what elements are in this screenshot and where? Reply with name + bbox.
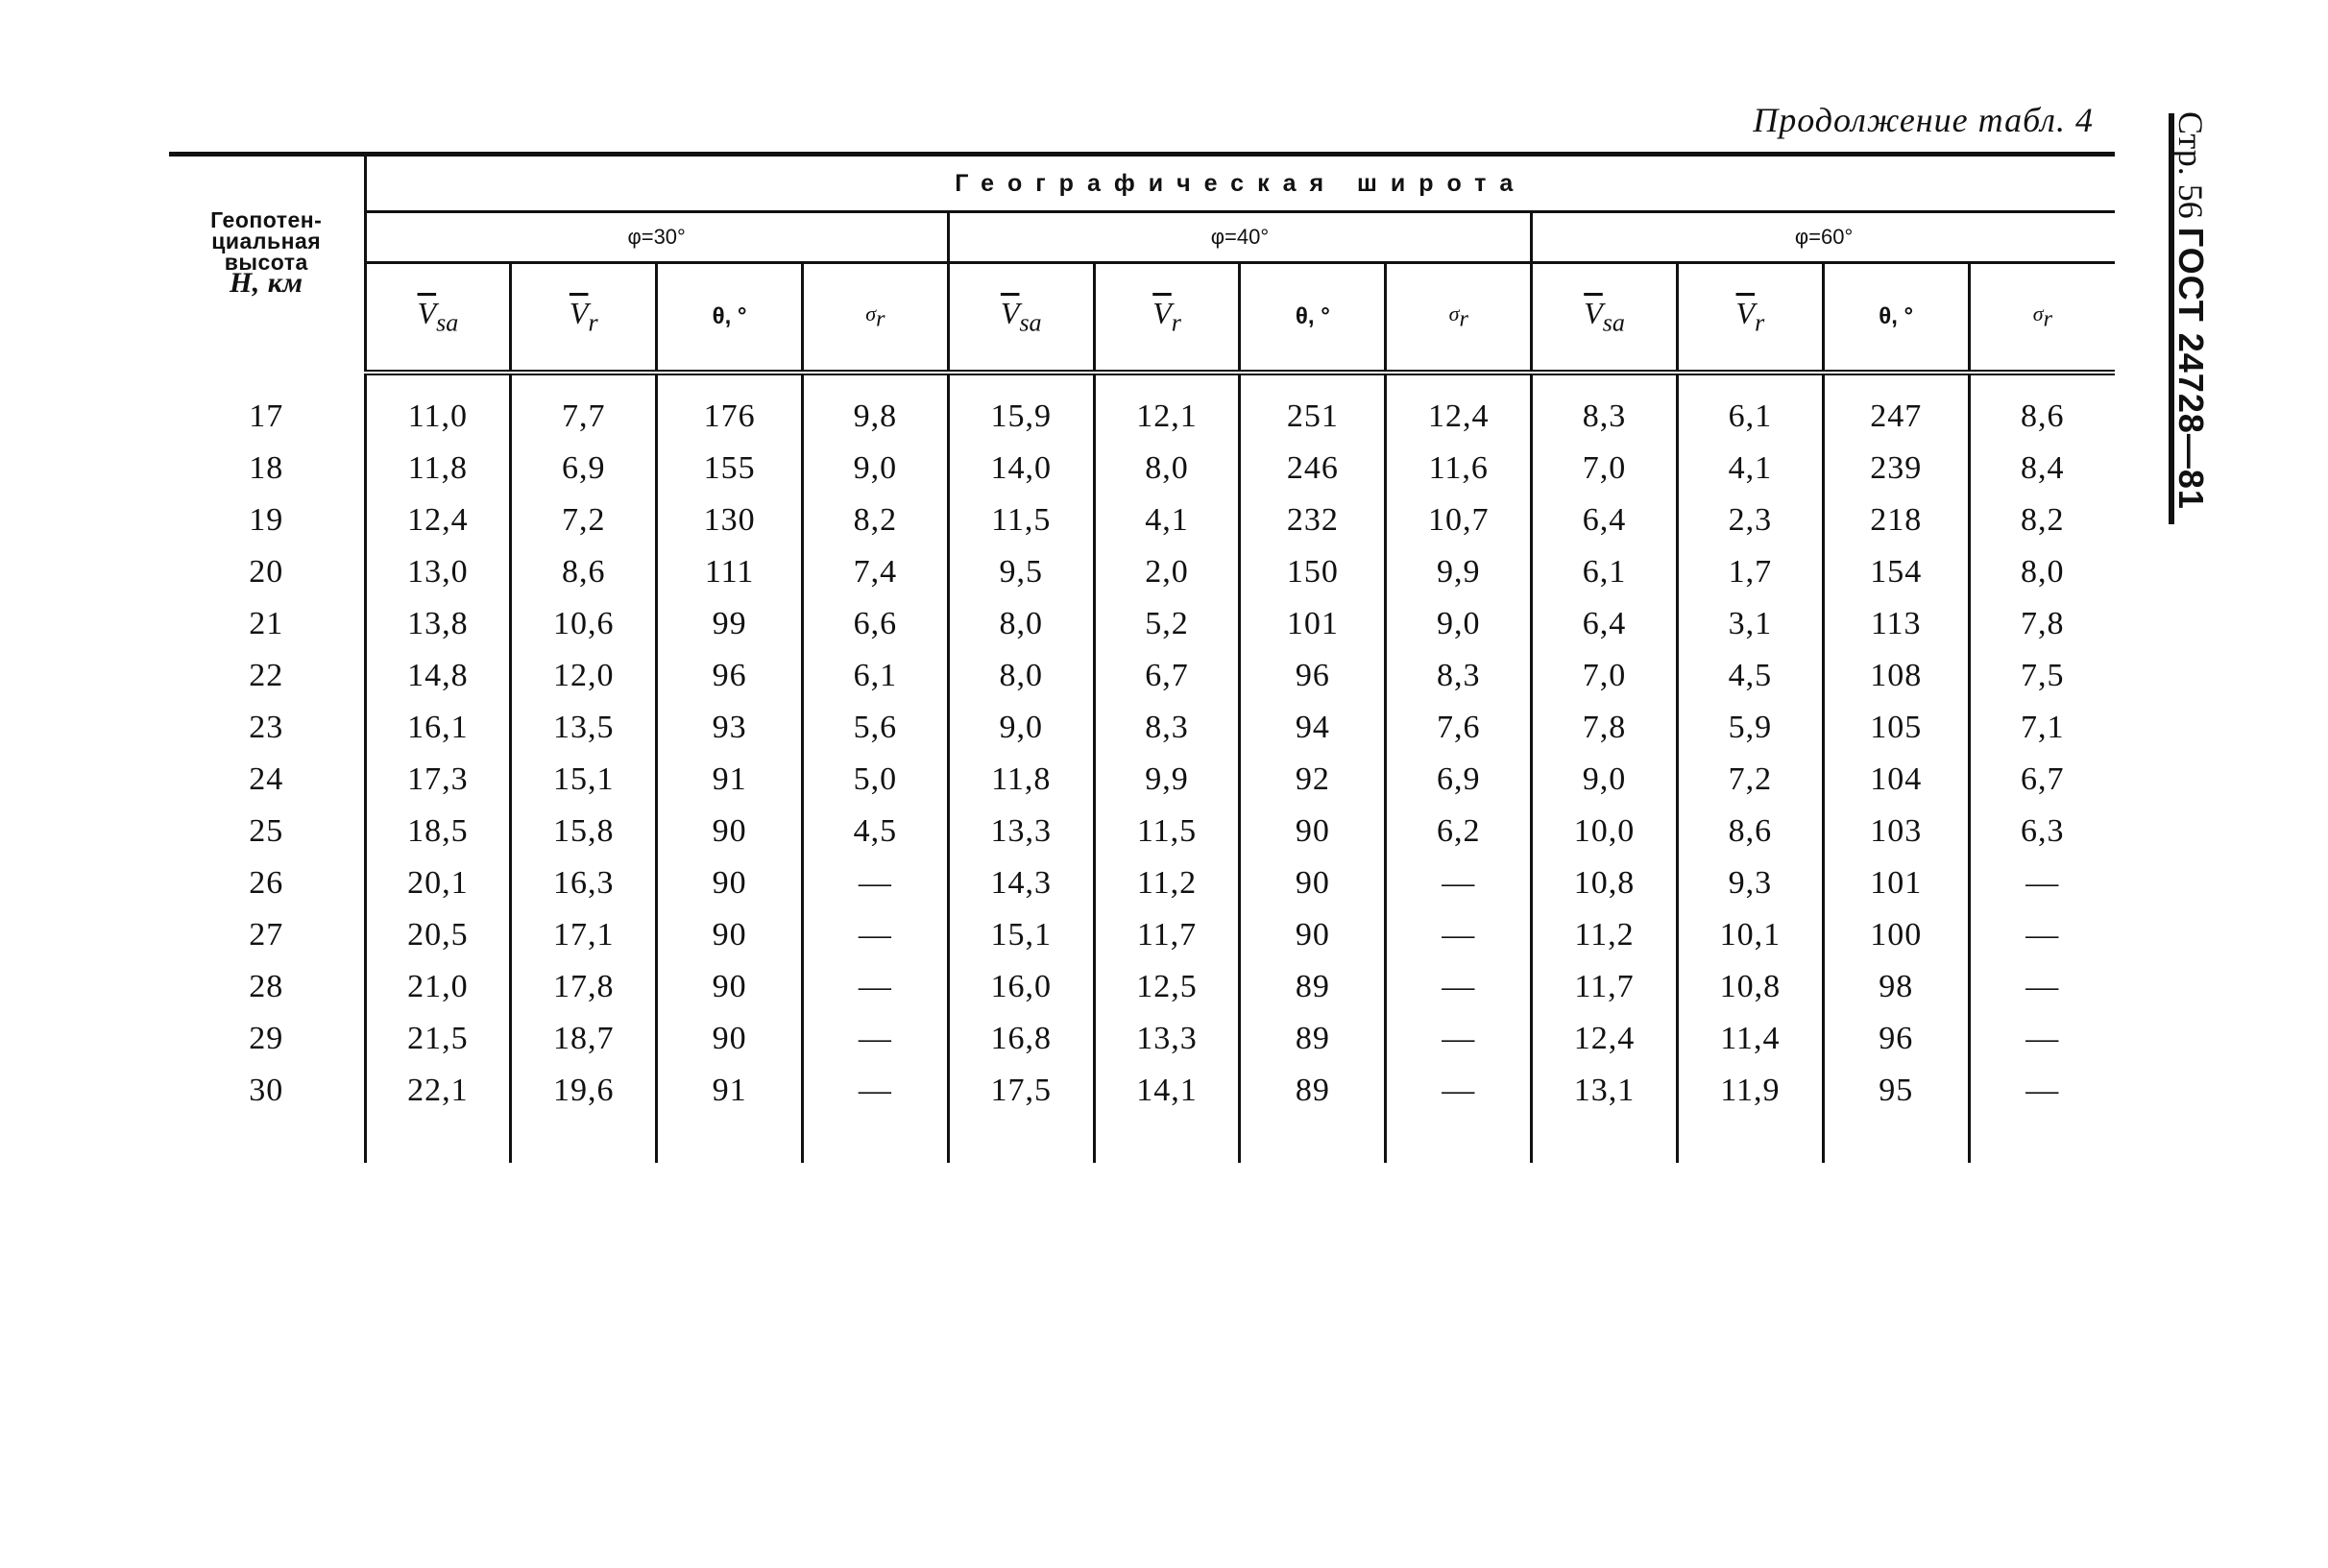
table-cell: 16,3	[511, 857, 657, 909]
table-cell: 12,4	[1386, 391, 1532, 443]
table-tail-row	[169, 1117, 2115, 1163]
table-cell: 89	[1240, 1065, 1386, 1117]
table-row	[169, 806, 2115, 857]
table-cell: 154	[1823, 546, 1969, 598]
table-cell: 90	[657, 1013, 803, 1065]
table-cell: 20,5	[365, 909, 511, 961]
tail-cell	[1386, 1117, 1532, 1163]
table-cell: 90	[657, 806, 803, 857]
table-cell: 11,7	[1094, 909, 1240, 961]
subheader-vr-φ=40°: $\overline{V}_r$	[1094, 263, 1240, 374]
table-cell: 8,6	[1969, 391, 2115, 443]
table-cell: 9,3	[1677, 857, 1823, 909]
table-cell: 10,1	[1677, 909, 1823, 961]
table-cell: 2,0	[1094, 546, 1240, 598]
table-cell: 91	[657, 754, 803, 806]
table-cell: 7,7	[511, 391, 657, 443]
table-cell: 19,6	[511, 1065, 657, 1117]
row-height-value: 29	[169, 1013, 365, 1065]
tail-cell	[511, 1117, 657, 1163]
table-cell: 155	[657, 443, 803, 495]
table-cell: 16,8	[948, 1013, 1094, 1065]
table-cell: 96	[1823, 1013, 1969, 1065]
table-cell: 95	[1823, 1065, 1969, 1117]
table-cell: 4,1	[1094, 495, 1240, 546]
table-cell: —	[1386, 961, 1532, 1013]
table-cell: 247	[1823, 391, 1969, 443]
table-cell: 11,9	[1677, 1065, 1823, 1117]
table-cell: 12,4	[1532, 1013, 1678, 1065]
table-cell: 20,1	[365, 857, 511, 909]
table-cell: 10,8	[1532, 857, 1678, 909]
table-cell: 15,1	[511, 754, 657, 806]
table-cell: 9,5	[948, 546, 1094, 598]
table-cell: 17,3	[365, 754, 511, 806]
table-cell: —	[802, 1065, 948, 1117]
table-cell: 108	[1823, 650, 1969, 702]
table-cell: 11,8	[948, 754, 1094, 806]
subheader-vr-φ=30°: $\overline{V}_r$	[511, 263, 657, 374]
table-cell: 90	[1240, 857, 1386, 909]
table-cell: 6,1	[802, 650, 948, 702]
table-cell: 11,4	[1677, 1013, 1823, 1065]
table-cell: 6,1	[1532, 546, 1678, 598]
table-cell: 94	[1240, 702, 1386, 754]
table-cell: 13,5	[511, 702, 657, 754]
tail-cell	[1823, 1117, 1969, 1163]
table-cell: 13,3	[1094, 1013, 1240, 1065]
tail-cell	[1532, 1117, 1678, 1163]
latitude-header-60: φ=60°	[1532, 212, 2115, 263]
table-cell: 8,0	[1969, 546, 2115, 598]
spacer-cell	[1677, 373, 1823, 391]
subheader-vsa-φ=40°: $\overline{V}_{sa}$	[948, 263, 1094, 374]
table-cell: 10,7	[1386, 495, 1532, 546]
table-cell: 6,1	[1677, 391, 1823, 443]
table-cell: 8,6	[1677, 806, 1823, 857]
table-cell: 14,8	[365, 650, 511, 702]
table-cell: 103	[1823, 806, 1969, 857]
table-cell: 7,2	[1677, 754, 1823, 806]
table-cell: 99	[657, 598, 803, 650]
table-cell: 7,0	[1532, 650, 1678, 702]
table-cell: 7,4	[802, 546, 948, 598]
spacer-cell	[169, 373, 365, 391]
subheader-sigma-φ=30°: $\sigma_r$	[802, 263, 948, 374]
table-cell: —	[802, 909, 948, 961]
table-cell: 8,2	[802, 495, 948, 546]
table-cell: 6,2	[1386, 806, 1532, 857]
group-header-latitude: Географическая широта	[365, 155, 2115, 212]
tail-cell	[1240, 1117, 1386, 1163]
table-cell: —	[1386, 1013, 1532, 1065]
subheader-sigma-φ=40°: $\sigma_r$	[1386, 263, 1532, 374]
table-cell: 10,6	[511, 598, 657, 650]
table-cell: 7,8	[1532, 702, 1678, 754]
row-height-value: 25	[169, 806, 365, 857]
subheader-theta-φ=60°: θ, °	[1823, 263, 1969, 374]
table-row	[169, 1013, 2115, 1065]
table-cell: 9,0	[1386, 598, 1532, 650]
spacer-cell	[1094, 373, 1240, 391]
spacer-cell	[802, 373, 948, 391]
table-cell: 90	[657, 857, 803, 909]
table-cell: 89	[1240, 961, 1386, 1013]
tail-cell	[169, 1117, 365, 1163]
spacer-cell	[1969, 373, 2115, 391]
table-cell: 2,3	[1677, 495, 1823, 546]
table-cell: 150	[1240, 546, 1386, 598]
row-height-value: 23	[169, 702, 365, 754]
table-cell: 17,8	[511, 961, 657, 1013]
table-cell: 13,3	[948, 806, 1094, 857]
table-cell: 7,8	[1969, 598, 2115, 650]
row-height-value: 27	[169, 909, 365, 961]
spacer-cell	[1823, 373, 1969, 391]
table-spacer-row	[169, 373, 2115, 391]
table-cell: 12,0	[511, 650, 657, 702]
table-cell: 9,8	[802, 391, 948, 443]
table-cell: 246	[1240, 443, 1386, 495]
table-cell: 8,4	[1969, 443, 2115, 495]
table-cell: 89	[1240, 1013, 1386, 1065]
table-cell: 15,9	[948, 391, 1094, 443]
table-cell: 6,9	[1386, 754, 1532, 806]
table-cell: 8,3	[1094, 702, 1240, 754]
table-cell: 12,1	[1094, 391, 1240, 443]
table-cell: 11,2	[1532, 909, 1678, 961]
table-cell: 98	[1823, 961, 1969, 1013]
row-header-line-4: H, км	[229, 266, 303, 299]
row-height-value: 30	[169, 1065, 365, 1117]
table-cell: —	[802, 1013, 948, 1065]
table-cell: 3,1	[1677, 598, 1823, 650]
table-cell: 14,3	[948, 857, 1094, 909]
table-cell: 9,0	[802, 443, 948, 495]
table-cell: 6,7	[1094, 650, 1240, 702]
table-cell: 11,6	[1386, 443, 1532, 495]
table-cell: —	[1969, 1013, 2115, 1065]
table-cell: 10,8	[1677, 961, 1823, 1013]
row-height-value: 24	[169, 754, 365, 806]
table-cell: 91	[657, 1065, 803, 1117]
table-cell: 218	[1823, 495, 1969, 546]
table-cell: 90	[1240, 909, 1386, 961]
table-cell: 7,5	[1969, 650, 2115, 702]
subheader-vsa-φ=30°: $\overline{V}_{sa}$	[365, 263, 511, 374]
table-cell: 93	[657, 702, 803, 754]
table-cell: 4,5	[1677, 650, 1823, 702]
table-cell: 21,0	[365, 961, 511, 1013]
row-header-line-1: Геопотен-	[210, 206, 323, 232]
tail-cell	[657, 1117, 803, 1163]
table-cell: 176	[657, 391, 803, 443]
table-cell: 113	[1823, 598, 1969, 650]
table-cell: 11,7	[1532, 961, 1678, 1013]
page-standard-label	[2171, 111, 2211, 515]
table-cell: —	[1969, 961, 2115, 1013]
table-cell: 14,1	[1094, 1065, 1240, 1117]
table-row	[169, 909, 2115, 961]
table-cell: 16,1	[365, 702, 511, 754]
table-cell: 11,5	[1094, 806, 1240, 857]
table-cell: 15,8	[511, 806, 657, 857]
spacer-cell	[1532, 373, 1678, 391]
spacer-cell	[511, 373, 657, 391]
latitude-header-30: φ=30°	[365, 212, 948, 263]
table-cell: 11,0	[365, 391, 511, 443]
table-cell: 90	[657, 909, 803, 961]
table-cell: 7,0	[1532, 443, 1678, 495]
table-cell: 6,4	[1532, 495, 1678, 546]
table-row	[169, 754, 2115, 806]
table-cell: 17,1	[511, 909, 657, 961]
table-cell: 4,5	[802, 806, 948, 857]
table-cell: 6,3	[1969, 806, 2115, 857]
table-cell: 13,8	[365, 598, 511, 650]
table-cell: 7,1	[1969, 702, 2115, 754]
table-cell: 251	[1240, 391, 1386, 443]
table-cell: 8,0	[948, 650, 1094, 702]
spacer-cell	[1240, 373, 1386, 391]
latitude-header-40: φ=40°	[948, 212, 1531, 263]
table-cell: 101	[1823, 857, 1969, 909]
spacer-cell	[948, 373, 1094, 391]
table-cell: 8,3	[1386, 650, 1532, 702]
row-header-label	[169, 155, 365, 374]
table-cell: 11,8	[365, 443, 511, 495]
wind-data-table	[169, 152, 2115, 1163]
row-height-value: 17	[169, 391, 365, 443]
table-cell: 16,0	[948, 961, 1094, 1013]
table-cell: 18,7	[511, 1013, 657, 1065]
data-table-container	[169, 152, 2115, 1163]
table-cell: 105	[1823, 702, 1969, 754]
table-cell: 6,7	[1969, 754, 2115, 806]
table-cell: 5,6	[802, 702, 948, 754]
subheader-sigma-φ=60°: $\sigma_r$	[1969, 263, 2115, 374]
table-cell: —	[1969, 857, 2115, 909]
table-cell: —	[1386, 1065, 1532, 1117]
table-cell: 13,0	[365, 546, 511, 598]
table-cell: 9,0	[1532, 754, 1678, 806]
row-height-value: 18	[169, 443, 365, 495]
table-cell: 104	[1823, 754, 1969, 806]
table-cell: 14,0	[948, 443, 1094, 495]
table-cell: 239	[1823, 443, 1969, 495]
table-cell: 96	[1240, 650, 1386, 702]
table-cell: 12,4	[365, 495, 511, 546]
table-row	[169, 495, 2115, 546]
table-row	[169, 598, 2115, 650]
table-cell: 9,0	[948, 702, 1094, 754]
table-cell: 6,4	[1532, 598, 1678, 650]
subheader-vr-φ=60°: $\overline{V}_r$	[1677, 263, 1823, 374]
table-cell: 6,9	[511, 443, 657, 495]
table-cell: 11,5	[948, 495, 1094, 546]
table-row	[169, 1065, 2115, 1117]
table-cell: 101	[1240, 598, 1386, 650]
table-cell: 7,2	[511, 495, 657, 546]
table-cell: 11,2	[1094, 857, 1240, 909]
page-number: Стр. 56	[2171, 111, 2210, 219]
table-cell: 130	[657, 495, 803, 546]
table-cell: 10,0	[1532, 806, 1678, 857]
spacer-cell	[1386, 373, 1532, 391]
table-row	[169, 857, 2115, 909]
tail-cell	[1677, 1117, 1823, 1163]
table-cell: 4,1	[1677, 443, 1823, 495]
subheader-theta-φ=30°: θ, °	[657, 263, 803, 374]
row-height-value: 28	[169, 961, 365, 1013]
table-row	[169, 702, 2115, 754]
table-cell: 18,5	[365, 806, 511, 857]
table-cell: 15,1	[948, 909, 1094, 961]
table-cell: —	[1386, 909, 1532, 961]
table-cell: 8,3	[1532, 391, 1678, 443]
table-cell: 13,1	[1532, 1065, 1678, 1117]
table-cell: 111	[657, 546, 803, 598]
table-cell: 7,6	[1386, 702, 1532, 754]
table-cell: 5,0	[802, 754, 948, 806]
table-cell: 17,5	[948, 1065, 1094, 1117]
row-height-value: 26	[169, 857, 365, 909]
table-continuation-caption: Продолжение табл. 4	[1753, 101, 2094, 139]
table-cell: 5,2	[1094, 598, 1240, 650]
table-cell: 1,7	[1677, 546, 1823, 598]
table-cell: 6,6	[802, 598, 948, 650]
row-height-value: 21	[169, 598, 365, 650]
tail-cell	[1094, 1117, 1240, 1163]
table-cell: 92	[1240, 754, 1386, 806]
table-cell: 8,2	[1969, 495, 2115, 546]
row-header-line-2: циальная	[211, 228, 322, 253]
subheader-row	[169, 263, 2115, 374]
spacer-cell	[657, 373, 803, 391]
tail-cell	[1969, 1117, 2115, 1163]
table-cell: —	[802, 857, 948, 909]
table-cell: 9,9	[1386, 546, 1532, 598]
table-row	[169, 546, 2115, 598]
table-row	[169, 961, 2115, 1013]
tail-cell	[802, 1117, 948, 1163]
table-cell: —	[1969, 909, 2115, 961]
row-height-value: 20	[169, 546, 365, 598]
table-cell: 22,1	[365, 1065, 511, 1117]
tail-cell	[365, 1117, 511, 1163]
table-cell: 8,6	[511, 546, 657, 598]
table-cell: 21,5	[365, 1013, 511, 1065]
table-cell: 100	[1823, 909, 1969, 961]
table-cell: 8,0	[948, 598, 1094, 650]
table-row	[169, 391, 2115, 443]
row-header-line-3: высота	[224, 249, 308, 275]
table-body	[169, 373, 2115, 1163]
standard-number: ГОСТ 24728—81	[2171, 227, 2211, 510]
table-row	[169, 443, 2115, 495]
table-cell: 90	[1240, 806, 1386, 857]
table-cell: —	[802, 961, 948, 1013]
table-cell: 96	[657, 650, 803, 702]
table-cell: 12,5	[1094, 961, 1240, 1013]
spacer-cell	[365, 373, 511, 391]
table-cell: —	[1969, 1065, 2115, 1117]
table-cell: 5,9	[1677, 702, 1823, 754]
table-cell: 90	[657, 961, 803, 1013]
subheader-vsa-φ=60°: $\overline{V}_{sa}$	[1532, 263, 1678, 374]
tail-cell	[948, 1117, 1094, 1163]
table-cell: —	[1386, 857, 1532, 909]
table-cell: 9,9	[1094, 754, 1240, 806]
table-cell: 232	[1240, 495, 1386, 546]
table-row	[169, 650, 2115, 702]
row-height-value: 22	[169, 650, 365, 702]
row-height-value: 19	[169, 495, 365, 546]
subheader-theta-φ=40°: θ, °	[1240, 263, 1386, 374]
table-cell: 8,0	[1094, 443, 1240, 495]
